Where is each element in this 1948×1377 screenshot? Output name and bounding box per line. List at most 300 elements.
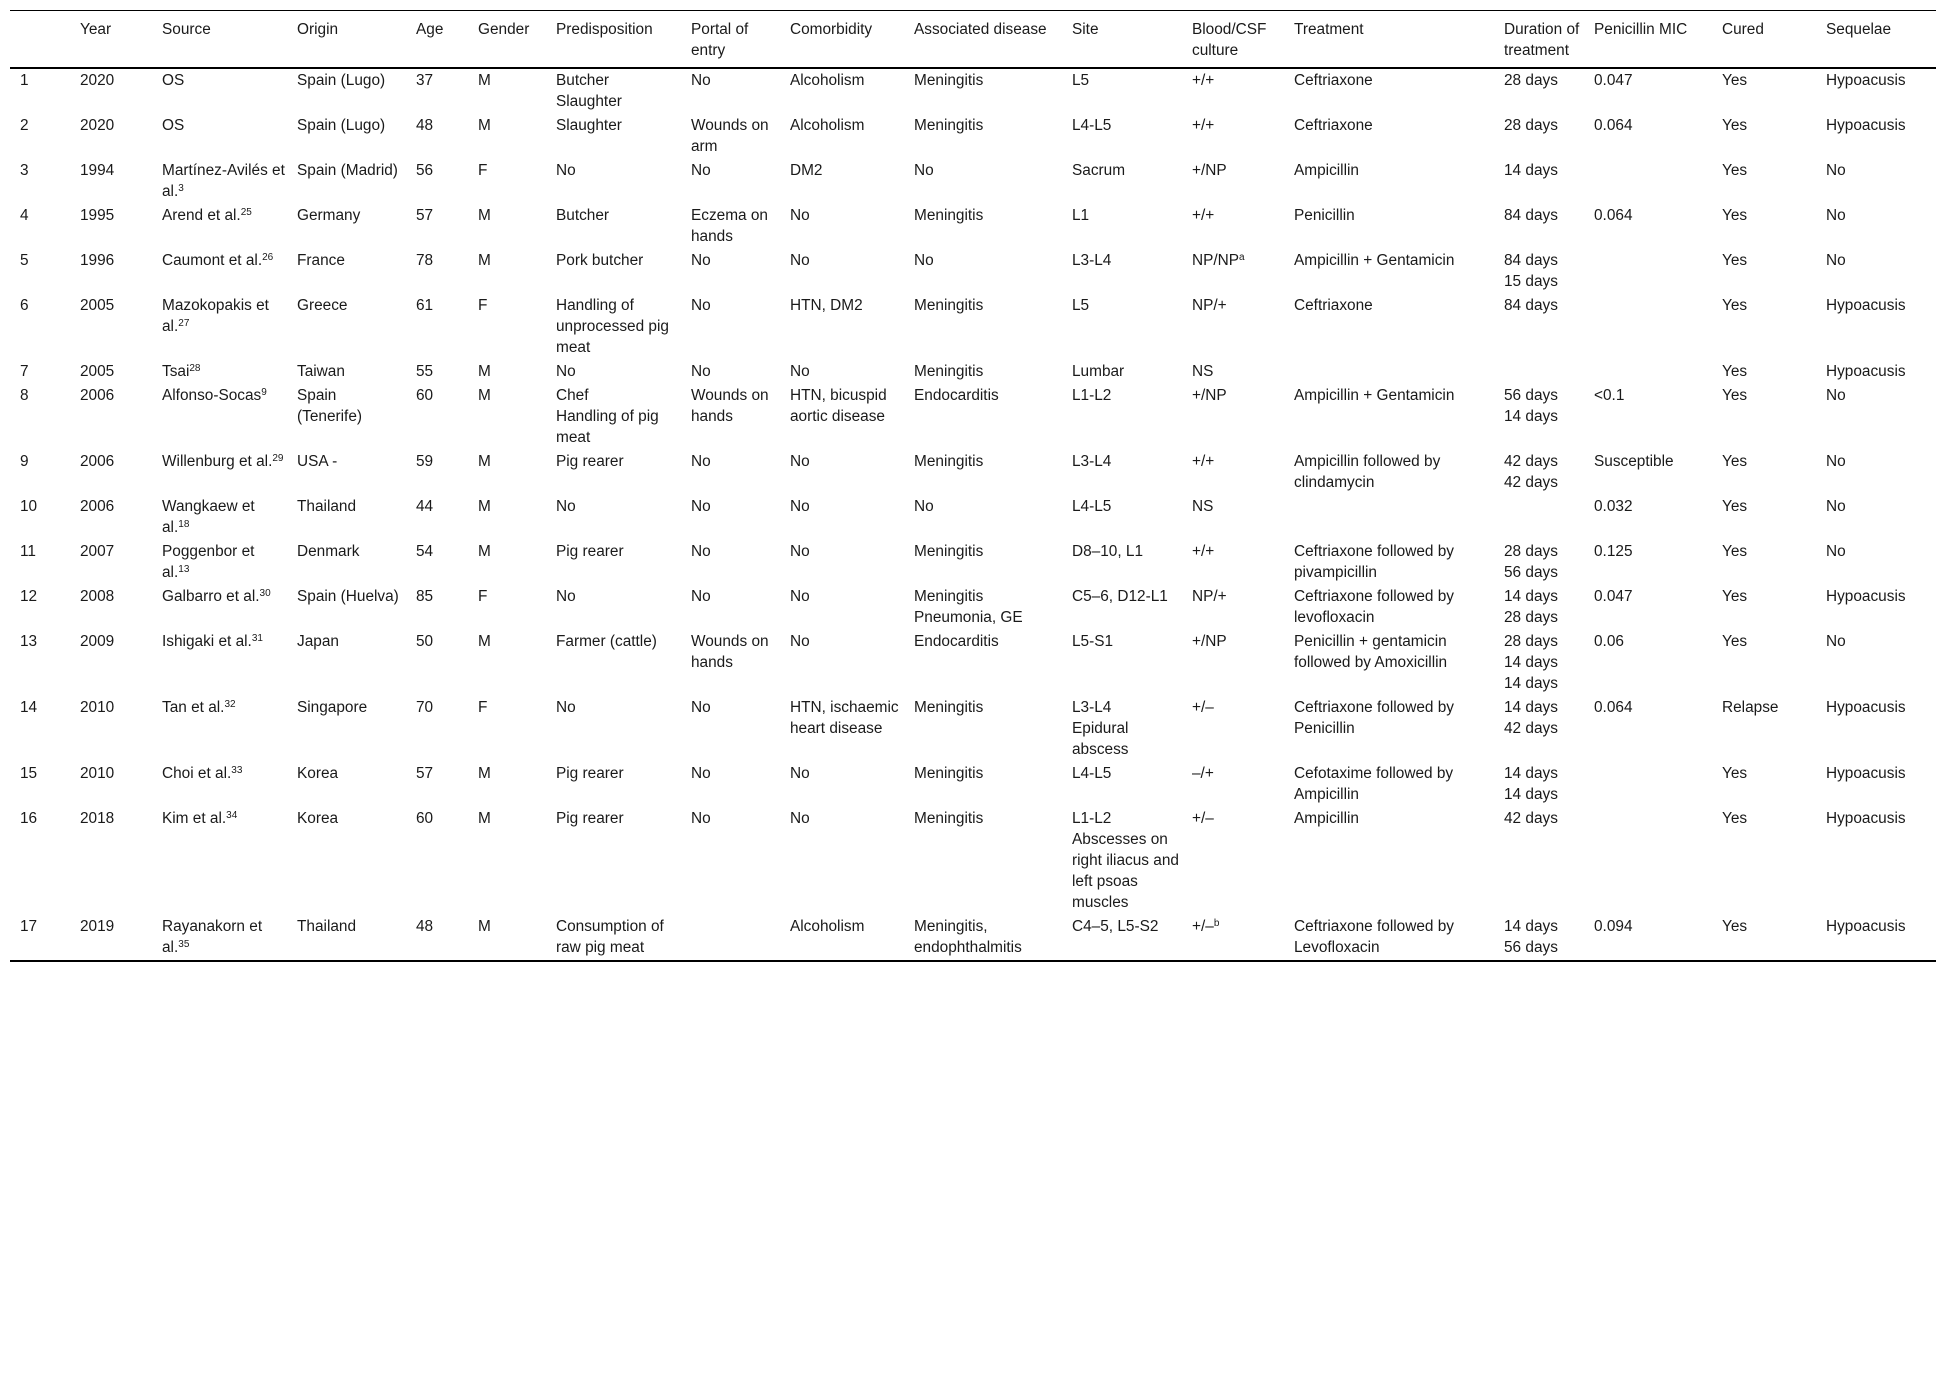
source-reference: 13 (178, 564, 190, 575)
cell-duration (1494, 204, 1584, 249)
cell-cured: Yes (1722, 498, 1748, 515)
cell-n: 3 (20, 162, 29, 179)
cell-mic: 0.06 (1594, 633, 1624, 650)
cell-duration (1494, 159, 1584, 204)
source-text: Tan et al. (162, 699, 225, 716)
culture-text: +/NP (1192, 162, 1227, 179)
cell-origin: Singapore (297, 699, 368, 716)
site-line: Abscesses on right iliacus and left psoas muscles (1072, 831, 1179, 911)
cell-predisposition (546, 204, 681, 249)
site-line: L5-S1 (1072, 633, 1114, 650)
cell-source (152, 540, 287, 585)
culture-text: NP/+ (1192, 588, 1227, 605)
predisposition-line: Handling of pig meat (556, 408, 659, 446)
predisposition-line: Pig rearer (556, 453, 624, 470)
culture-text: +/– (1192, 918, 1214, 935)
cell-source (152, 384, 287, 450)
cell-year: 2008 (80, 588, 115, 605)
culture-text: +/NP (1192, 633, 1227, 650)
predisposition-line: Butcher (556, 72, 610, 89)
cell-duration (1494, 68, 1584, 114)
cell-disease (904, 630, 1062, 696)
disease-line: Meningitis, endophthalmitis (914, 918, 1022, 956)
table-row (10, 204, 1936, 249)
cell-n: 15 (20, 765, 38, 782)
cell-source (152, 630, 287, 696)
cell-site (1062, 360, 1182, 384)
cell-source (152, 68, 287, 114)
cell-age: 55 (416, 363, 434, 380)
cell-mic (1584, 159, 1712, 204)
cell-n: 16 (20, 810, 38, 827)
cell-mic: 0.094 (1584, 915, 1712, 961)
duration-line: 56 days (1504, 564, 1558, 581)
predisposition-line: Pig rearer (556, 810, 624, 827)
cell-gender: M (478, 72, 491, 89)
cell-portal: No (691, 297, 711, 314)
cell-duration (1494, 384, 1584, 450)
header-site: Site (1062, 11, 1182, 69)
cell-year: 2006 (80, 498, 115, 515)
cell-cured: Relapse (1722, 699, 1779, 716)
cell-culture (1182, 630, 1284, 696)
cell-origin: Greece (297, 297, 348, 314)
cell-portal: No (691, 588, 711, 605)
cell-comorbidity: No (790, 765, 810, 782)
cell-sequelae: No (1826, 453, 1846, 470)
cell-duration (1494, 540, 1584, 585)
cell-mic: 0.064 (1594, 207, 1633, 224)
cell-disease (904, 249, 1062, 294)
duration-line: 42 days (1504, 810, 1558, 827)
table-row (10, 360, 1936, 384)
cell-duration (1494, 249, 1584, 294)
culture-text: +/+ (1192, 207, 1215, 224)
cell-disease (904, 360, 1062, 384)
cell-year: 2006 (80, 453, 115, 470)
site-line: L3-L4 (1072, 453, 1112, 470)
cell-origin: Korea (297, 765, 339, 782)
cell-culture (1182, 384, 1284, 450)
cell-disease (904, 807, 1062, 915)
cell-age: 60 (416, 810, 434, 827)
cell-mic (1584, 294, 1712, 360)
source-text: Martínez-Avilés et al. (162, 162, 285, 200)
header-portal-of-entry: Portal of entry (681, 11, 780, 69)
cell-site (1062, 384, 1182, 450)
cell-source (152, 807, 287, 915)
cell-predisposition (546, 915, 681, 961)
cell-cured: Yes (1722, 453, 1748, 470)
duration-line: 28 days (1504, 543, 1558, 560)
disease-line: Endocarditis (914, 633, 999, 650)
disease-line: Meningitis (914, 765, 984, 782)
cell-portal: Wounds on hands (691, 633, 769, 671)
cell-sequelae: No (1826, 498, 1846, 515)
cell-site (1062, 159, 1182, 204)
cell-n: 13 (20, 633, 38, 650)
source-reference: 30 (259, 588, 271, 599)
cell-mic: 0.064 (1594, 699, 1633, 716)
site-line: D8–10, L1 (1072, 543, 1144, 560)
cell-year: 2005 (80, 297, 115, 314)
cell-duration (1494, 585, 1584, 630)
source-reference: 3 (178, 183, 184, 194)
duration-line: 14 days (1504, 675, 1558, 692)
cell-comorbidity: DM2 (790, 162, 823, 179)
cell-predisposition (546, 630, 681, 696)
culture-reference: b (1213, 918, 1220, 929)
cell-predisposition (546, 159, 681, 204)
cell-n: 1 (20, 72, 29, 89)
cell-site (1062, 915, 1182, 961)
cell-gender: M (478, 810, 491, 827)
table-row (10, 249, 1936, 294)
cell-mic: 0.047 (1594, 588, 1633, 605)
cell-n: 8 (20, 387, 29, 404)
table-row (10, 114, 1936, 159)
source-text: Poggenbor et al. (162, 543, 255, 581)
culture-reference: a (1239, 252, 1245, 263)
cell-disease (904, 384, 1062, 450)
cell-year: 2010 (80, 765, 115, 782)
cell-origin: Japan (297, 633, 339, 650)
cell-gender: F (478, 699, 488, 716)
cell-cured: Yes (1722, 588, 1748, 605)
cell-treatment: Ampicillin (1294, 810, 1359, 827)
cell-mic: 0.032 (1594, 498, 1633, 515)
cell-culture (1182, 696, 1284, 762)
source-text: Galbarro et al. (162, 588, 260, 605)
cell-year: 2019 (70, 915, 152, 961)
cell-age: 57 (416, 207, 434, 224)
cell-predisposition (546, 114, 681, 159)
site-line: L4-L5 (1072, 765, 1112, 782)
cell-cured: Yes (1722, 252, 1748, 269)
cell-site (1062, 114, 1182, 159)
cell-cured: Yes (1722, 810, 1748, 827)
cell-treatment: Penicillin + gentamicin followed by Amoxicillin (1294, 633, 1448, 671)
source-text: Caumont et al. (162, 252, 263, 269)
cell-n: 10 (20, 498, 38, 515)
cell-disease (904, 495, 1062, 540)
cell-portal: No (691, 543, 711, 560)
header-culture: Blood/CSF culture (1182, 11, 1284, 69)
predisposition-line: Pig rearer (556, 543, 624, 560)
cell-year: 2006 (80, 387, 115, 404)
cell-predisposition (546, 360, 681, 384)
cell-disease (904, 68, 1062, 114)
predisposition-line: Pork butcher (556, 252, 644, 269)
cell-duration (1494, 495, 1584, 540)
cell-source (152, 585, 287, 630)
cell-age: 44 (416, 498, 434, 515)
cell-treatment: Penicillin (1294, 207, 1355, 224)
cell-disease (904, 159, 1062, 204)
cell-year: 2009 (80, 633, 115, 650)
cell-portal: No (691, 72, 711, 89)
source-reference: 25 (240, 207, 252, 218)
cell-predisposition (546, 249, 681, 294)
cell-age: 56 (416, 162, 434, 179)
cell-treatment: Ceftriaxone (1294, 297, 1373, 314)
cell-treatment: Ceftriaxone followed by Levofloxacin (1284, 915, 1494, 961)
cell-site (1062, 540, 1182, 585)
cell-comorbidity: HTN, DM2 (790, 297, 863, 314)
cell-culture (1182, 807, 1284, 915)
cell-disease (904, 762, 1062, 807)
cell-sequelae: Hypoacusis (1826, 117, 1906, 134)
cell-treatment: Ceftriaxone (1294, 117, 1373, 134)
cell-n: 11 (20, 543, 36, 560)
source-reference: 18 (178, 519, 190, 530)
cell-cured: Yes (1722, 297, 1748, 314)
cell-disease (904, 696, 1062, 762)
cell-duration (1494, 294, 1584, 360)
cell-sequelae: Hypoacusis (1826, 810, 1906, 827)
predisposition-line: Consumption of raw pig meat (556, 918, 664, 956)
table-row (10, 696, 1936, 762)
cell-treatment (1284, 495, 1494, 540)
predisposition-line: Chef (556, 387, 589, 404)
site-line: Epidural abscess (1072, 720, 1129, 758)
site-line: L5 (1072, 297, 1090, 314)
cell-source (152, 114, 287, 159)
cell-origin: Taiwan (297, 363, 345, 380)
cell-predisposition (546, 495, 681, 540)
cell-disease (904, 204, 1062, 249)
cell-disease (904, 114, 1062, 159)
cell-gender: M (478, 543, 491, 560)
culture-text: +/+ (1192, 453, 1215, 470)
source-text: Kim et al. (162, 810, 227, 827)
cell-portal: No (691, 498, 711, 515)
duration-line: 28 days (1504, 72, 1558, 89)
cell-mic: <0.1 (1594, 387, 1625, 404)
cell-sequelae: Hypoacusis (1826, 72, 1906, 89)
cell-culture (1182, 114, 1284, 159)
site-line: C5–6, D12-L1 (1072, 588, 1168, 605)
source-reference: 29 (272, 453, 284, 464)
table-header-row (10, 11, 1936, 69)
table-row (10, 159, 1936, 204)
cell-sequelae: No (1826, 207, 1846, 224)
cell-disease (904, 450, 1062, 495)
cell-culture (1182, 294, 1284, 360)
cell-site (1062, 495, 1182, 540)
cell-treatment: Ceftriaxone followed by pivampicillin (1294, 543, 1454, 581)
cell-comorbidity: HTN, ischaemic heart disease (790, 699, 899, 737)
cell-year: 2007 (80, 543, 115, 560)
cell-culture (1182, 915, 1284, 961)
duration-line: 14 days (1504, 699, 1558, 716)
cell-gender: M (478, 207, 491, 224)
cell-disease (904, 915, 1062, 961)
cell-source (152, 204, 287, 249)
header-origin: Origin (287, 11, 406, 69)
cell-portal: No (691, 363, 711, 380)
predisposition-line: Slaughter (556, 117, 622, 134)
duration-line: 15 days (1504, 273, 1558, 290)
header-gender: Gender (468, 11, 546, 69)
cell-year: 2020 (80, 72, 115, 89)
header-age: Age (406, 11, 468, 69)
cell-predisposition (546, 450, 681, 495)
source-reference: 26 (262, 252, 274, 263)
cell-site (1062, 68, 1182, 114)
duration-line: 42 days (1504, 720, 1558, 737)
disease-line: No (914, 162, 934, 179)
source-text: Mazokopakis et al. (162, 297, 269, 335)
cell-cured: Yes (1712, 915, 1816, 961)
table-body (10, 68, 1936, 961)
cell-site (1062, 204, 1182, 249)
culture-text: +/NP (1192, 387, 1227, 404)
cell-gender: F (478, 588, 488, 605)
header-index (10, 11, 70, 69)
site-line: L4-L5 (1072, 498, 1112, 515)
cell-gender: M (478, 252, 491, 269)
cell-portal: No (691, 162, 711, 179)
cell-comorbidity: Alcoholism (790, 72, 865, 89)
cell-mic: Susceptible (1594, 453, 1674, 470)
header-duration: Duration of treatment (1494, 11, 1584, 69)
culture-text: NS (1192, 363, 1214, 380)
cell-site (1062, 450, 1182, 495)
cell-comorbidity: No (790, 207, 810, 224)
header-penicillin-mic: Penicillin MIC (1584, 11, 1712, 69)
cell-n: 9 (20, 453, 29, 470)
cell-origin: Spain (Tenerife) (297, 387, 363, 425)
predisposition-line: Butcher (556, 207, 610, 224)
cell-year: 2018 (80, 810, 115, 827)
cell-comorbidity: No (790, 543, 810, 560)
disease-line: Meningitis (914, 588, 984, 605)
cell-duration (1494, 807, 1584, 915)
cell-sequelae: No (1826, 252, 1846, 269)
cell-duration (1494, 360, 1584, 384)
source-text: Willenburg et al. (162, 453, 273, 470)
disease-line: Meningitis (914, 699, 984, 716)
duration-line: 84 days (1504, 252, 1558, 269)
table-row (10, 807, 1936, 915)
cell-site (1062, 294, 1182, 360)
cell-duration (1494, 450, 1584, 495)
site-line: C4–5, L5-S2 (1072, 918, 1159, 935)
cell-cured: Yes (1722, 207, 1748, 224)
cell-origin: Spain (Lugo) (297, 117, 386, 134)
cell-duration (1494, 915, 1584, 961)
culture-text: NP/NP (1192, 252, 1240, 269)
source-text: OS (162, 117, 185, 134)
cell-age: 57 (416, 765, 434, 782)
cell-cured: Yes (1722, 72, 1748, 89)
site-line: L3-L4 (1072, 252, 1112, 269)
culture-text: NS (1192, 498, 1214, 515)
cell-origin: Spain (Madrid) (297, 162, 398, 179)
cell-comorbidity: No (790, 498, 810, 515)
duration-line: 14 days (1504, 918, 1558, 935)
source-reference: 34 (226, 810, 238, 821)
table-row (10, 915, 1936, 961)
cell-gender: M (468, 915, 546, 961)
cell-comorbidity: HTN, bicuspid aortic disease (790, 387, 887, 425)
predisposition-line: No (556, 588, 576, 605)
table-row (10, 384, 1936, 450)
cell-mic (1584, 360, 1712, 384)
predisposition-line: No (556, 363, 576, 380)
predisposition-line: No (556, 498, 576, 515)
cell-treatment: Ampicillin + Gentamicin (1294, 387, 1455, 404)
cell-portal: Eczema on hands (691, 207, 768, 245)
duration-line: 28 days (1504, 609, 1558, 626)
disease-line: No (914, 498, 934, 515)
source-reference: 32 (224, 699, 236, 710)
cell-cured: Yes (1722, 765, 1748, 782)
cell-source (152, 249, 287, 294)
cell-origin: Germany (297, 207, 361, 224)
cell-gender: M (478, 765, 491, 782)
predisposition-line: No (556, 162, 576, 179)
cell-treatment (1284, 360, 1494, 384)
cell-sequelae: No (1826, 633, 1846, 650)
source-text: Arend et al. (162, 207, 241, 224)
cell-comorbidity: No (790, 588, 810, 605)
cell-sequelae: Hypoacusis (1826, 699, 1906, 716)
cell-n: 12 (20, 588, 38, 605)
cell-site (1062, 762, 1182, 807)
cell-mic: 0.047 (1594, 72, 1633, 89)
cell-mic: 0.064 (1594, 117, 1633, 134)
cell-gender: M (478, 498, 491, 515)
cell-duration (1494, 630, 1584, 696)
cell-predisposition (546, 585, 681, 630)
case-table (10, 10, 1936, 962)
cell-year: 2005 (80, 363, 115, 380)
cell-sequelae: Hypoacusis (1826, 297, 1906, 314)
cell-comorbidity: No (790, 252, 810, 269)
cell-culture (1182, 204, 1284, 249)
cell-duration (1494, 696, 1584, 762)
cell-disease (904, 585, 1062, 630)
source-reference: 9 (261, 387, 267, 398)
cell-gender: M (478, 387, 491, 404)
cell-portal: No (691, 453, 711, 470)
header-predisposition: Predisposition (546, 11, 681, 69)
source-text: Ishigaki et al. (162, 633, 252, 650)
duration-line: 14 days (1504, 162, 1558, 179)
source-reference: 28 (189, 363, 201, 374)
cell-disease (904, 294, 1062, 360)
cell-year: 1996 (80, 252, 115, 269)
cell-sequelae: Hypoacusis (1826, 588, 1906, 605)
cell-age: 59 (416, 453, 434, 470)
cell-source (152, 696, 287, 762)
source-reference: 35 (178, 939, 190, 950)
cell-sequelae: No (1826, 162, 1846, 179)
cell-age: 70 (416, 699, 434, 716)
cell-cured: Yes (1722, 117, 1748, 134)
cell-gender: M (478, 117, 491, 134)
cell-predisposition (546, 384, 681, 450)
header-sequelae: Sequelae (1816, 11, 1936, 69)
cell-comorbidity: No (790, 810, 810, 827)
cell-source (152, 360, 287, 384)
cell-comorbidity: Alcoholism (780, 915, 904, 961)
source-reference: 27 (178, 318, 190, 329)
cell-sequelae: No (1826, 543, 1846, 560)
cell-year: 1994 (80, 162, 115, 179)
